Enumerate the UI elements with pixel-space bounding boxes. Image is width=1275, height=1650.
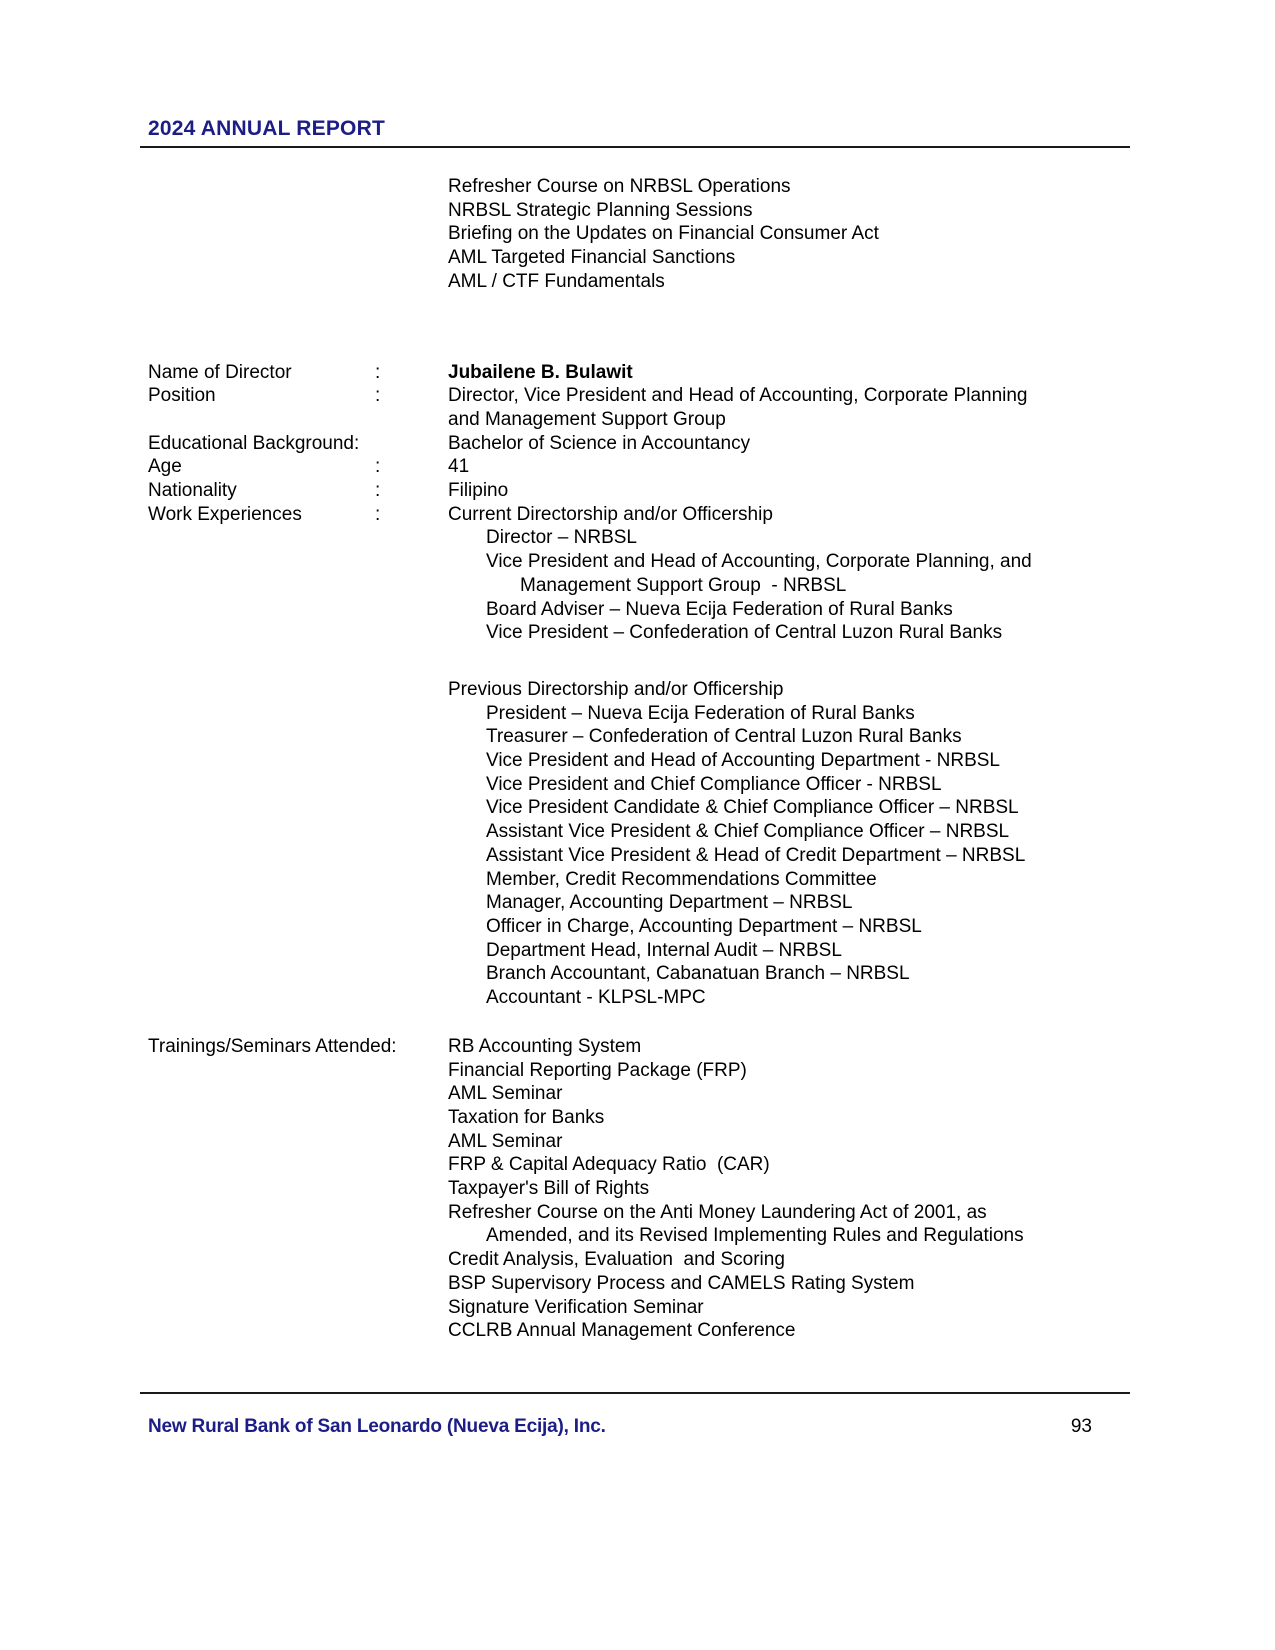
profile-row [148, 526, 1208, 550]
field-value: Department Head, Internal Audit – NRBSL [486, 939, 842, 961]
profile-row [148, 868, 1208, 892]
field-value: FRP & Capital Adequacy Ratio (CAR) [448, 1154, 770, 1176]
field-value: Refresher Course on the Anti Money Laundering Act of 2001, as [448, 1201, 987, 1223]
field-value: Management Support Group - NRBSL [520, 574, 847, 596]
profile-row [148, 1106, 1208, 1130]
field-value: Briefing on the Updates on Financial Consumer Act [448, 223, 879, 245]
profile-row [148, 1319, 1208, 1343]
profile-row [148, 1201, 1208, 1225]
field-value: Director – NRBSL [486, 527, 637, 549]
profile-row [148, 796, 1208, 820]
field-value: Board Adviser – Nueva Ecija Federation of Rural Banks [486, 598, 953, 620]
field-value: Vice President and Chief Compliance Officer - NRBSL [486, 773, 942, 795]
footer-rule [140, 1392, 1130, 1394]
field-value: Current Directorship and/or Officership [448, 503, 773, 525]
field-value: Officer in Charge, Accounting Department – NRBSL [486, 915, 922, 937]
profile-row [148, 1248, 1208, 1272]
profile-row [148, 844, 1208, 868]
field-value: BSP Supervisory Process and CAMELS Rating System [448, 1272, 915, 1294]
field-value: Director, Vice President and Head of Accounting, Corporate Planning [448, 385, 1028, 407]
field-value: Assistant Vice President & Chief Compliance Officer – NRBSL [486, 821, 1010, 843]
field-colon: : [375, 480, 381, 502]
field-value: Branch Accountant, Cabanatuan Branch – NRBSL [486, 963, 910, 985]
profile-row [148, 270, 1208, 294]
field-value: Vice President and Head of Accounting Department - NRBSL [486, 750, 1000, 772]
field-value: Signature Verification Seminar [448, 1296, 704, 1318]
field-value: Vice President – Confederation of Central Luzon Rural Banks [486, 622, 1003, 644]
field-value: AML Seminar [448, 1083, 563, 1105]
field-value: CCLRB Annual Management Conference [448, 1320, 796, 1342]
header-rule [140, 146, 1130, 148]
page-header [140, 117, 1130, 148]
profile-row [148, 384, 1208, 408]
field-value: Previous Directorship and/or Officership [448, 678, 784, 700]
field-value: Vice President and Head of Accounting, Corporate Planning, and [486, 551, 1032, 573]
footer-line [140, 1415, 1130, 1439]
profile-row [148, 915, 1208, 939]
profile-row [148, 479, 1208, 503]
footer-bank-name: New Rural Bank of San Leonardo (Nueva Ecija), Inc. [148, 1416, 606, 1437]
field-value: AML / CTF Fundamentals [448, 270, 665, 292]
field-value: Refresher Course on NRBSL Operations [448, 176, 791, 197]
field-value: Member, Credit Recommendations Committee [486, 868, 877, 890]
profile-row [148, 725, 1208, 749]
field-value: Accountant - KLPSL-MPC [486, 987, 706, 1009]
profile-row [148, 175, 1208, 199]
field-value: Taxation for Banks [448, 1106, 605, 1128]
profile-row [148, 621, 1208, 645]
field-value: Amended, and its Revised Implementing Rules and Regulations [486, 1225, 1024, 1247]
field-value: RB Accounting System [448, 1035, 642, 1057]
profile-row [148, 773, 1208, 797]
field-label: Age [148, 456, 182, 478]
profile-row [148, 199, 1208, 223]
profile-row [148, 1082, 1208, 1106]
field-value: AML Targeted Financial Sanctions [448, 247, 736, 269]
profile-row [148, 503, 1208, 527]
report-title: 2024 ANNUAL REPORT [148, 117, 385, 140]
field-label: Trainings/Seminars Attended: [148, 1035, 397, 1057]
field-value: Bachelor of Science in Accountancy [448, 432, 751, 454]
field-colon: : [375, 385, 381, 407]
field-label: Work Experiences [148, 503, 302, 525]
field-colon: : [375, 361, 381, 383]
field-value: Jubailene B. Bulawit [448, 361, 633, 383]
field-colon: : [375, 503, 381, 525]
profile-row [148, 246, 1208, 270]
profile-row [148, 598, 1208, 622]
profile-row [148, 702, 1208, 726]
field-value: Manager, Accounting Department – NRBSL [486, 892, 853, 914]
profile-row [148, 1224, 1208, 1248]
profile-row [148, 1059, 1208, 1083]
profile-row [148, 1153, 1208, 1177]
profile-row [148, 455, 1208, 479]
field-colon: : [375, 456, 381, 478]
profile-row [148, 1272, 1208, 1296]
profile-row [148, 222, 1208, 246]
field-value: Credit Analysis, Evaluation and Scoring [448, 1249, 785, 1271]
profile-row [148, 574, 1208, 598]
profile-row [148, 1035, 1208, 1059]
field-label: Name of Director [148, 361, 292, 383]
field-value: 41 [448, 456, 470, 478]
field-value: Treasurer – Confederation of Central Luzon Rural Banks [486, 726, 962, 748]
profile-row [148, 891, 1208, 915]
profile-row [148, 1130, 1208, 1154]
profile-row [148, 1177, 1208, 1201]
profile-row [148, 361, 1208, 385]
field-value: President – Nueva Ecija Federation of Rural Banks [486, 702, 915, 724]
profile-row [148, 432, 1208, 456]
field-label: Educational Background: [148, 432, 360, 454]
field-value: Taxpayer's Bill of Rights [448, 1178, 650, 1200]
field-value: Filipino [448, 480, 509, 502]
field-value: Financial Reporting Package (FRP) [448, 1059, 747, 1081]
profile-row [148, 962, 1208, 986]
profile-row [148, 986, 1208, 1010]
field-value: Assistant Vice President & Head of Credit Department – NRBSL [486, 844, 1026, 866]
profile-row [148, 939, 1208, 963]
field-value: AML Seminar [448, 1130, 563, 1152]
field-label: Position [148, 385, 216, 407]
page-footer [140, 1392, 1130, 1439]
field-value: and Management Support Group [448, 408, 726, 430]
profile-row [148, 550, 1208, 574]
profile-row [148, 820, 1208, 844]
profile-row [148, 408, 1208, 432]
field-value: Vice President Candidate & Chief Compliance Officer – NRBSL [486, 797, 1019, 819]
page-number: 93 [1070, 1416, 1092, 1437]
field-label: Nationality [148, 480, 237, 502]
profile-row [148, 678, 1208, 702]
field-value: NRBSL Strategic Planning Sessions [448, 199, 753, 221]
director-profile [148, 175, 1208, 1343]
profile-row [148, 749, 1208, 773]
profile-row [148, 1296, 1208, 1320]
